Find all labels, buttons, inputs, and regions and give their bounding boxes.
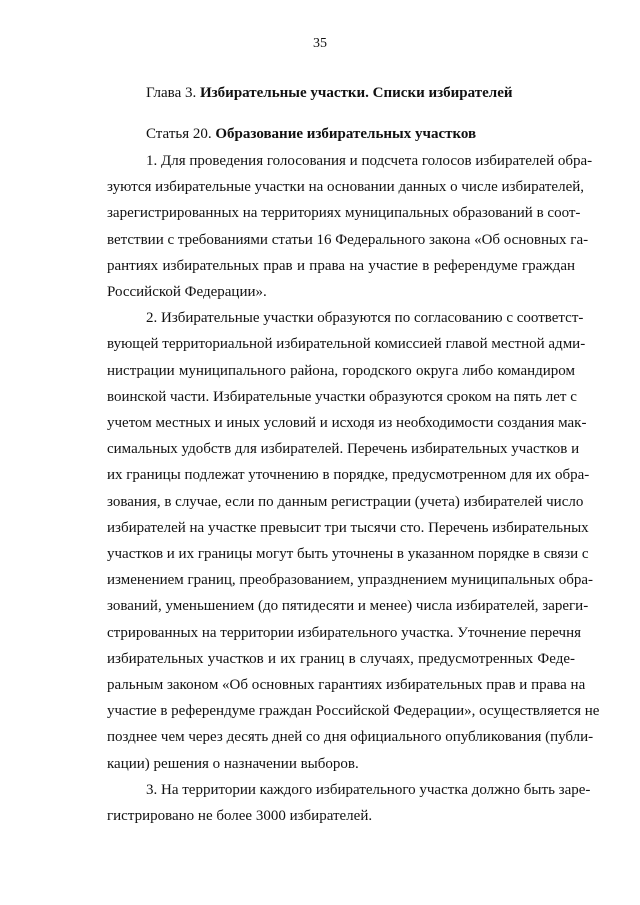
paragraph-line: стрированных на территории избирательного участка. Уточнение перечня [107,624,582,641]
article-title: Образование избирательных участков [215,126,477,142]
paragraph [107,777,591,829]
chapter-heading [146,85,513,102]
article-body [107,148,600,829]
page-number: 35 [313,36,327,51]
paragraph-line: участие в референдуме граждан Российской Федерации», осуществляется не [107,703,600,720]
paragraph-line: изменением границ, преобразованием, упразднением муниципальных обра- [107,572,593,589]
paragraph-line: 2. Избирательные участки образуются по согласованию с соответст- [146,310,584,327]
paragraph-line: избирательных участков и их границ в случаях, предусмотренных Феде- [107,650,575,667]
paragraph-line: вующей территориальной избирательной комиссией главой местной адми- [107,336,586,353]
article-prefix: Статья 20. [146,126,216,142]
paragraph-line: симальных удобств для избирателей. Перечень избирательных участков и [107,441,580,458]
paragraph-line: 3. На территории каждого избирательного участка должно быть заре- [146,781,591,798]
paragraph-line: рантиях избирательных прав и права на участие в референдуме граждан [107,257,575,274]
paragraph-line: нистрации муниципального района, городского округа либо командиром [107,362,575,379]
chapter-title: Избирательные участки. Списки избирателей [199,85,513,101]
paragraph-line: зуются избирательные участки на основании данных о числе избирателей, [107,179,585,196]
paragraph-line: кации) решения о назначении выборов. [107,755,359,772]
paragraph-line: зарегистрированных на территориях муниципальных образований в соот- [107,205,581,222]
paragraph-line: избирателей на участке превысит три тысячи сто. Перечень избирательных [107,519,589,536]
paragraph-line: воинской части. Избирательные участки образуются сроком на пять лет с [107,388,577,405]
paragraph [107,148,593,305]
paragraph-line: гистрировано не более 3000 избирателей. [107,808,373,825]
paragraph [107,305,600,777]
paragraph-line: их границы подлежат уточнению в порядке, предусмотренном для их обра- [107,467,590,484]
paragraph-line: ральным законом «Об основных гарантиях избирательных прав и права на [107,677,586,694]
paragraph-line: участков и их границы могут быть уточнены в указанном порядке в связи с [107,546,589,563]
paragraph-line: позднее чем через десять дней со дня официального опубликования (публи- [107,729,594,746]
paragraph-line: зований, уменьшением (до пятидесяти и менее) числа избирателей, зареги- [107,598,589,615]
paragraph-line: Российской Федерации». [107,284,267,301]
chapter-prefix: Глава 3. [146,85,200,101]
paragraph-line: ветствии с требованиями статьи 16 Федерального закона «Об основных га- [107,231,589,248]
article-heading [146,126,476,143]
paragraph-line: учетом местных и иных условий и исходя из необходимости создания мак- [107,415,587,432]
paragraph-line: зования, в случае, если по данным регистрации (учета) избирателей число [107,493,584,510]
paragraph-line: 1. Для проведения голосования и подсчета голосов избирателей обра- [146,153,593,169]
